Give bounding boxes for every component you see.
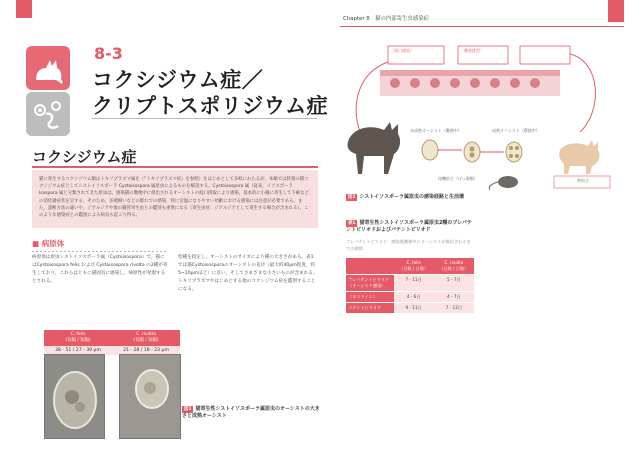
life-cycle-diagram bbox=[340, 32, 624, 192]
table-row: パテントピリオド 9 - 11日 7 - 12日 bbox=[346, 303, 474, 314]
figure2-caption: 図2 シストイソスポーラ属原虫の感染経路と生活環 bbox=[348, 194, 464, 200]
t2-header-felis: C. felis （日数 / 日数） bbox=[394, 258, 434, 275]
oocyst-photo-felis bbox=[44, 354, 105, 439]
oocyst-photo-rivolta bbox=[119, 354, 181, 439]
pathogen-heading-block bbox=[32, 238, 168, 252]
diagram-label-shed: ［糞便排泄］ bbox=[460, 48, 484, 53]
corner-tab bbox=[16, 0, 32, 18]
running-header: Chapter 8 猫の内部寄生虫感染症 bbox=[343, 16, 429, 22]
t2-header-rivolta: C. rivolta （日数 / 日数） bbox=[434, 258, 474, 275]
oocyst-size-table-header bbox=[44, 330, 180, 346]
host-cat-silhouette bbox=[347, 122, 400, 174]
figure2-badge: 図2 bbox=[348, 195, 356, 200]
diagram-label-ingest: ［経口感染］ bbox=[390, 48, 414, 53]
table-row: プレパテントピリオド（オーシスト感染） 7 - 11日 5 - 7日 bbox=[346, 275, 474, 292]
chapter-number: 8-3 bbox=[94, 44, 123, 63]
t1-col2-value: 21 - 28 / 18 - 23 μm bbox=[112, 346, 180, 355]
t1-col1-header: C. felis (長幅 / 短幅) bbox=[44, 330, 112, 346]
diagram-label-oocyst-mature: 成熟オーシスト（環境中） bbox=[492, 128, 540, 133]
table2-badge: 表1 bbox=[348, 221, 356, 226]
pathogen-heading-rule bbox=[32, 251, 168, 252]
t1-col2-header: C. rivolta (長幅 / 短幅) bbox=[112, 330, 180, 346]
parasite-icon bbox=[26, 92, 70, 136]
page-title-line1: コクシジウム症／ bbox=[92, 68, 264, 92]
page-title-line2: クリプトスポリジウム症 bbox=[92, 94, 329, 118]
pathogen-heading: ■ 病原体 bbox=[32, 239, 65, 248]
diagram-label-oocyst-fecal: 未成熟オーシスト（糞便中） bbox=[410, 128, 462, 133]
diagram-label-mouse: 待機宿主（げっ歯類） bbox=[438, 176, 478, 181]
heading-marker-icon: ■ bbox=[32, 239, 40, 248]
title-divider bbox=[92, 118, 317, 119]
patent-period-table bbox=[346, 258, 474, 314]
mouse-silhouette bbox=[498, 176, 518, 188]
t2-header-row bbox=[346, 258, 474, 275]
section-divider bbox=[32, 166, 318, 168]
intro-box bbox=[32, 170, 318, 228]
intro-text: 猫に寄生するコクシジウム類はトキソプラズマ属を（『トキソプラズマ症』を参照）をはじめとして多岐にわたるが，本稿では狭義の猫コクシジウム症としてシストイソスポーラ Cystoisospora 属原虫によるものを解説する。Cystoisospora 属（従来，イソスポーラ Isospora 属と分類されてきた原虫は，感染猫の糞便中に排出されるオーシストの経口摂取により感染。基本的に小腸に寄生して下痢などの消化器症状を呈する。そのため，多頭飼いなどの群れでの感染，特に室温になりやすい幼齢における感染には注意が必要である。また，診断方法の違いや，ジアルジアや他の腸管寄生虫との鑑別も重要になる（寄生虫症：ジアルジアとして寄生する場合が含まれる）。このような感染症との鑑別による病気も起こり得る。 bbox=[39, 177, 309, 219]
header-divider bbox=[340, 26, 624, 27]
section-heading: コクシジウム症 bbox=[32, 148, 137, 166]
table2-note: プレパテントピリオド：感染後糞便中にオーシストが排出されるまでの期間 bbox=[346, 239, 471, 251]
table-row: （ホストイン） 4 - 6日 4 - 7日 bbox=[346, 292, 474, 303]
figure1-badge: 図1 bbox=[184, 407, 192, 412]
pathogen-text: 病原体は原虫シストイソスポーラ属（Cystoisospora）で，猫にはCystoisospora felis および Cystoisospora rivolta の2種が寄生しており，これらはともに猫固有に感染し，病原性が発現するとされる。 bbox=[32, 255, 168, 284]
oocyst-size-table bbox=[44, 330, 180, 355]
figure1-caption: 図1 猫寄生性シストイソスポーラ属原虫のオーシストの大きさと成熟オーシスト bbox=[182, 406, 320, 419]
diagram-label-host: 終宿主 bbox=[577, 178, 589, 183]
t1-col1-value: 38 - 51 / 27 - 39 μm bbox=[44, 346, 112, 355]
corner-tab-right bbox=[608, 0, 624, 22]
size-description-text: 型種を指定し，オーシストのサイズにより種の大きさがある。表1では猫Cystoisosporaのオーシストの直径（最大約40μm程度，約5~10μmほど）に近い，そしてさまざまな小さいものが含まれる。トキソプラズマやはじめとする他のコクシジウム症を鑑別することになる。 bbox=[178, 255, 318, 292]
t2-header-blank bbox=[346, 258, 394, 275]
table2-caption: 表1 猫寄生性シストイソスポーラ属原虫2種のプレパテントピリオドおよびパテントピリオド bbox=[346, 220, 472, 233]
cat-silhouette-icon bbox=[26, 46, 70, 90]
